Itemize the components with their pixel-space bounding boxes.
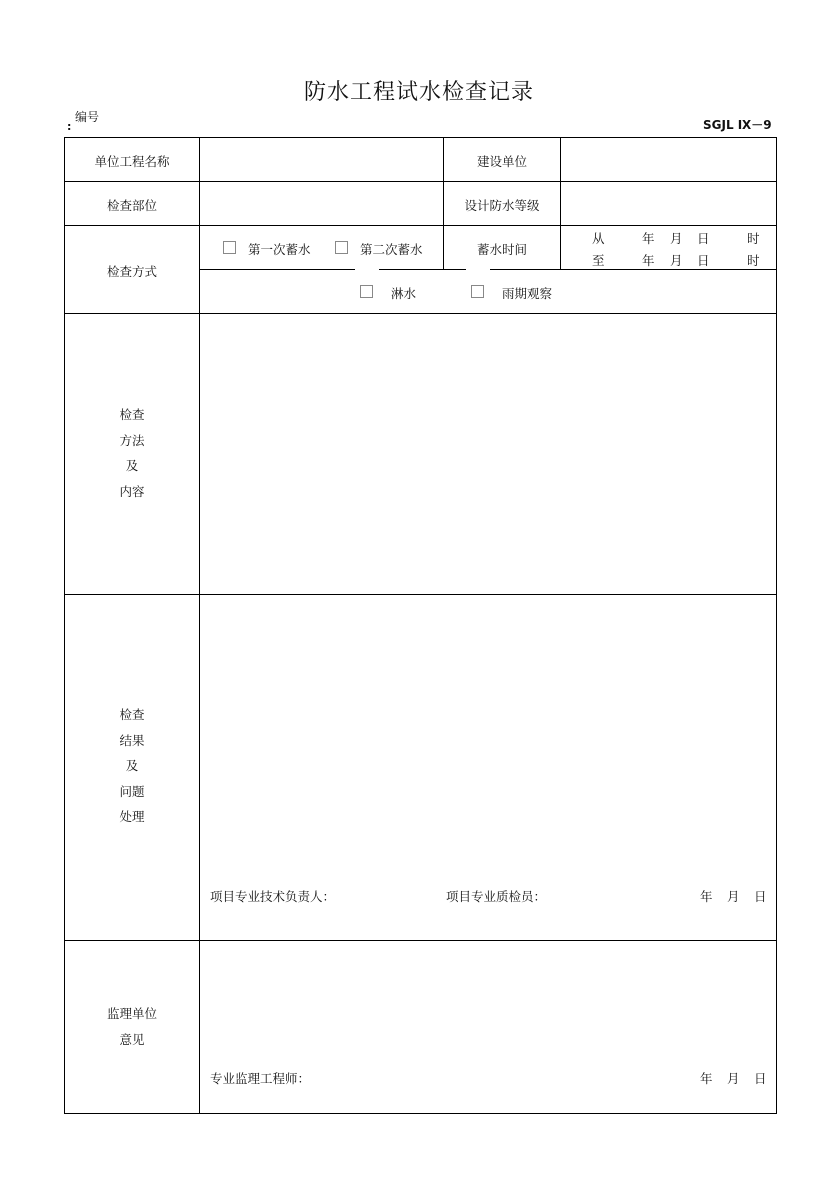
builder-label: 建设单位 bbox=[476, 154, 527, 169]
rain-observe-checkbox[interactable] bbox=[471, 285, 484, 298]
from-day: 日 bbox=[697, 231, 710, 246]
result-line: 问题 bbox=[119, 783, 145, 799]
first-storage-label: 第一次蓄水 bbox=[248, 242, 311, 257]
result-line: 检查 bbox=[119, 707, 145, 722]
from-hour: 时 bbox=[747, 231, 760, 246]
result-line: 及 bbox=[125, 758, 139, 773]
line-break bbox=[355, 269, 379, 270]
result-line: 结果 bbox=[119, 732, 145, 748]
second-storage-checkbox[interactable] bbox=[335, 241, 348, 254]
unit-project-label: 单位工程名称 bbox=[94, 154, 170, 169]
first-storage-checkbox[interactable] bbox=[223, 241, 236, 254]
to-month: 月 bbox=[670, 253, 683, 268]
spray-checkbox[interactable] bbox=[360, 285, 373, 298]
check-method-label: 检查方式 bbox=[106, 264, 157, 279]
supervision-month: 月 bbox=[727, 1071, 740, 1086]
storage-time-label: 蓄水时间 bbox=[476, 242, 527, 257]
method-content-line: 内容 bbox=[119, 483, 145, 499]
from-month: 月 bbox=[670, 231, 683, 246]
tech-lead-label: 项目专业技术负责人： bbox=[210, 889, 336, 904]
form-code: SGJL Ⅸ－9 bbox=[703, 118, 772, 132]
line-break bbox=[466, 269, 490, 270]
method-content-label bbox=[65, 402, 199, 504]
to-day: 日 bbox=[697, 253, 710, 268]
to-year: 年 bbox=[642, 253, 655, 268]
underline-segment bbox=[246, 225, 330, 226]
supervision-label bbox=[65, 1001, 199, 1052]
page-title: 防水工程试水检查记录 bbox=[303, 80, 534, 105]
to-hour: 时 bbox=[747, 253, 760, 268]
second-storage-label: 第二次蓄水 bbox=[360, 242, 423, 257]
method-content-line: 方法 bbox=[119, 432, 145, 448]
method-content-line: 检查 bbox=[119, 407, 145, 422]
time-to: 至 bbox=[592, 253, 605, 268]
result-year: 年 bbox=[700, 889, 713, 904]
from-year: 年 bbox=[642, 231, 655, 246]
number-colon: : bbox=[67, 120, 72, 133]
supervision-engineer-label: 专业监理工程师： bbox=[210, 1071, 311, 1086]
supervision-line: 监理单位 bbox=[106, 1006, 157, 1021]
result-line: 处理 bbox=[119, 809, 145, 824]
spray-label: 淋水 bbox=[391, 286, 417, 301]
method-content-line: 及 bbox=[125, 458, 139, 473]
result-day: 日 bbox=[754, 889, 767, 904]
quality-inspector-label: 项目专业质检员： bbox=[446, 889, 547, 904]
result-label bbox=[65, 702, 199, 830]
result-month: 月 bbox=[727, 889, 740, 904]
underline-segment bbox=[357, 225, 443, 226]
number-label: 编号 bbox=[75, 110, 100, 124]
rain-observe-label: 雨期观察 bbox=[502, 286, 553, 301]
supervision-year: 年 bbox=[700, 1071, 713, 1086]
supervision-line: 意见 bbox=[119, 1031, 145, 1047]
supervision-day: 日 bbox=[754, 1071, 767, 1086]
check-part-label: 检查部位 bbox=[106, 198, 157, 213]
time-from: 从 bbox=[592, 231, 605, 246]
design-grade-label: 设计防水等级 bbox=[464, 198, 540, 213]
